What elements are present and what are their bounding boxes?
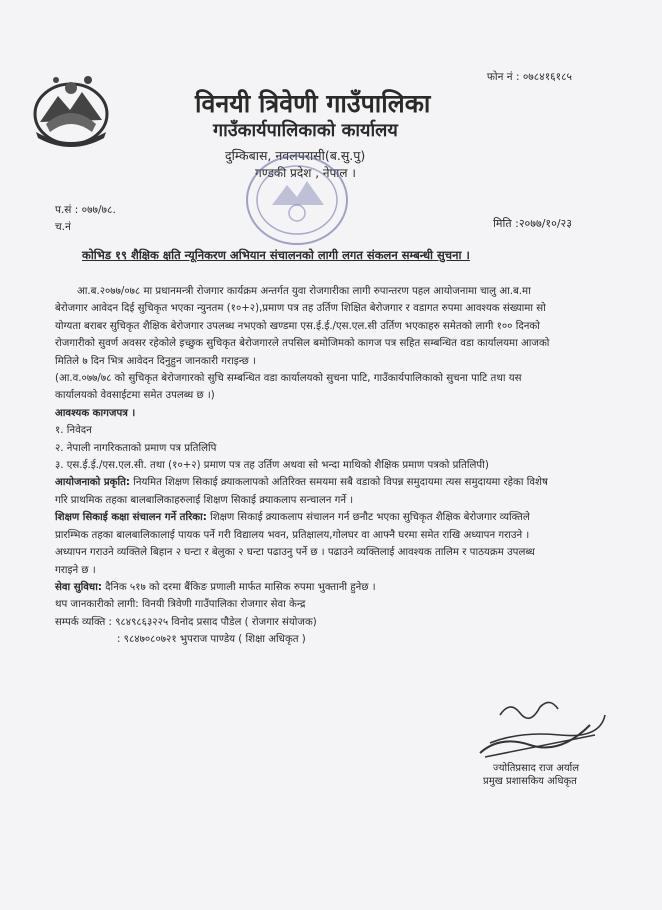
teaching-method-paragraph <box>55 509 555 579</box>
service-facility-label: सेवा सुविधा: <box>55 581 102 593</box>
project-nature-text: नियमित शिक्षण सिकाई क्र्याकलापको अतिरिक्त समयमा सबै वडाको विपन्न समुदायमा त्यस समुदायमा रहेका विशेष गरि प्राथमिक तहका बालबालिकाहरुलाई शिक्षण सिकाई क्र्याकलाप सन्चालन गर्ने । <box>55 477 548 506</box>
phone-number: फोन नं : ०७८४१६१८५ <box>486 71 572 83</box>
address-line-1: दुम्किबास, नवलपरासी(ब.सु.पु) <box>225 148 366 163</box>
documents-heading: आवश्यक कागजपत्र । <box>55 407 136 419</box>
teaching-method-text: शिक्षण सिकाई क्र्याकलाप संचालन गर्न छनौट भएका सुचिकृत शैक्षिक बेरोजगार व्यक्तिले प्रारम्भिक तहका बालबालिकालाई पायक पर्ने गरी विद्यालय भवन, प्रतिक्षालय,गोलघर वा आफ्नै घरमा समेत राखि अध्यापन गराउने । अध्यापन गराउने व्यक्तिले बिहान २ घन्टा र बेलुका २ घन्टा पढाउनु पर्ने छ । पढाउने व्यक्तिलाई आवश्यक तालिम र पाठयक्रम उपलब्ध गराइने छ । <box>55 512 535 576</box>
contact-line-2: : ९८४७०८०७२१ भुपराज पाण्डेय ( शिक्षा अधिकृत ) <box>117 634 306 646</box>
body-paragraph-1: आ.ब.२०७७/०७८ मा प्रधानमन्त्री रोजगार कार्यक्रम अन्तर्गत युवा रोजगारीका लागी रुपान्तरण पहल आयोजनामा चालु आ.ब.मा बेरोजगार आवेदन दिई सुचिकृत भएका न्युनतम (१०+२),प्रमाण पत्र तह उर्तिण शिक्षित बेरोजगार र वडागत रुपमा आवश्यक संख्यामा सो योग्यता बराबर सुचिकृत शैक्षिक बेरोजगार उपलब्ध नभएको खण्डमा एस.ई.ई./एस.एल.सी उर्तिण भएकाहरु समेतको लागी १०० दिनको रोजगारीको सुवर्ण अवसर रहेकोले इच्छुक सुचिकृत बेरोजगारले तपसिल बमोजिमको कागज पत्र सहित सम्बन्धित वडा कार्यालयमा आजको मितिले ७ दिन भित्र आवेदन दिनुहुन जानकारी गराइन्छ । <box>55 286 550 367</box>
more-info-line: थप जानकारीको लागी: विनयी त्रिवेणी गाउँपालिका रोजगार सेवा केन्द्र <box>55 599 306 611</box>
office-name: गाउँकार्यपालिकाको कार्यालय <box>213 120 398 141</box>
municipality-name: विनयी त्रिवेणी गाउँपालिका <box>195 89 431 118</box>
nepal-emblem-icon <box>28 72 114 148</box>
letter-date: मिति :२०७७/१०/२३ <box>493 217 572 230</box>
project-nature-label: आयोजनाको प्रकृति: <box>55 477 130 489</box>
notice-body <box>55 283 555 649</box>
office-stamp <box>232 145 362 255</box>
address-line-2: गण्डकी प्रदेश , नेपाल । <box>255 166 356 180</box>
service-facility-text: दैनिक ५१७ को दरमा बैंकिङ प्रणाली मार्फत मासिक रुपमा भुक्तानी हुनेछ । <box>101 581 376 593</box>
teaching-method-label: शिक्षण सिकाई कक्षा संचालन गर्ने तरिका: <box>55 512 207 524</box>
project-nature-paragraph <box>55 474 555 509</box>
signature-mark <box>470 695 610 765</box>
document-item-1: १. निवेदन <box>55 425 92 437</box>
service-facility-paragraph <box>55 579 555 596</box>
contact-line-1: सम्पर्क व्यक्ति : ९८४९८६३२२५ विनोद प्रसाद पौडेल ( रोजगार संयोजक) <box>55 616 317 628</box>
signatory-title: प्रमुख प्रशासकिय अधिकृत <box>483 776 577 787</box>
document-item-3: ३. एस.ई.ई./एस.एल.सी. तथा (१०+२) प्रमाण पत्र तह उर्तिण अथवा सो भन्दा माथिको शैक्षिक प्रमाण पत्रको प्रतिलिपी) <box>55 460 489 472</box>
body-paragraph-2: (आ.व.०७७/७८ को सुचिकृत बेरोजगारको सुचि सम्बन्धित वडा कार्यालयको सुचना पाटि, गाउँकार्यपालिकाको सुचना पाटि तथा यस कार्यालयको वेवसाईटमा समेत उपलब्ध छ ।) <box>55 373 522 402</box>
document-item-2: २. नेपाली नागरिकताको प्रमाण पत्र प्रतिलिपि <box>55 442 217 454</box>
notice-subject: कोभिड १९ शैक्षिक क्षति न्यूनिकरण अभियान संचालनको लागी लगत संकलन सम्बन्धी सुचना । <box>82 248 470 262</box>
dispatch-number: च.नं <box>55 221 71 233</box>
signatory-name: ज्योतिप्रसाद राज अर्याल <box>493 763 580 774</box>
letter-reference-number: प.सं : ०७७/७८. <box>55 204 116 216</box>
